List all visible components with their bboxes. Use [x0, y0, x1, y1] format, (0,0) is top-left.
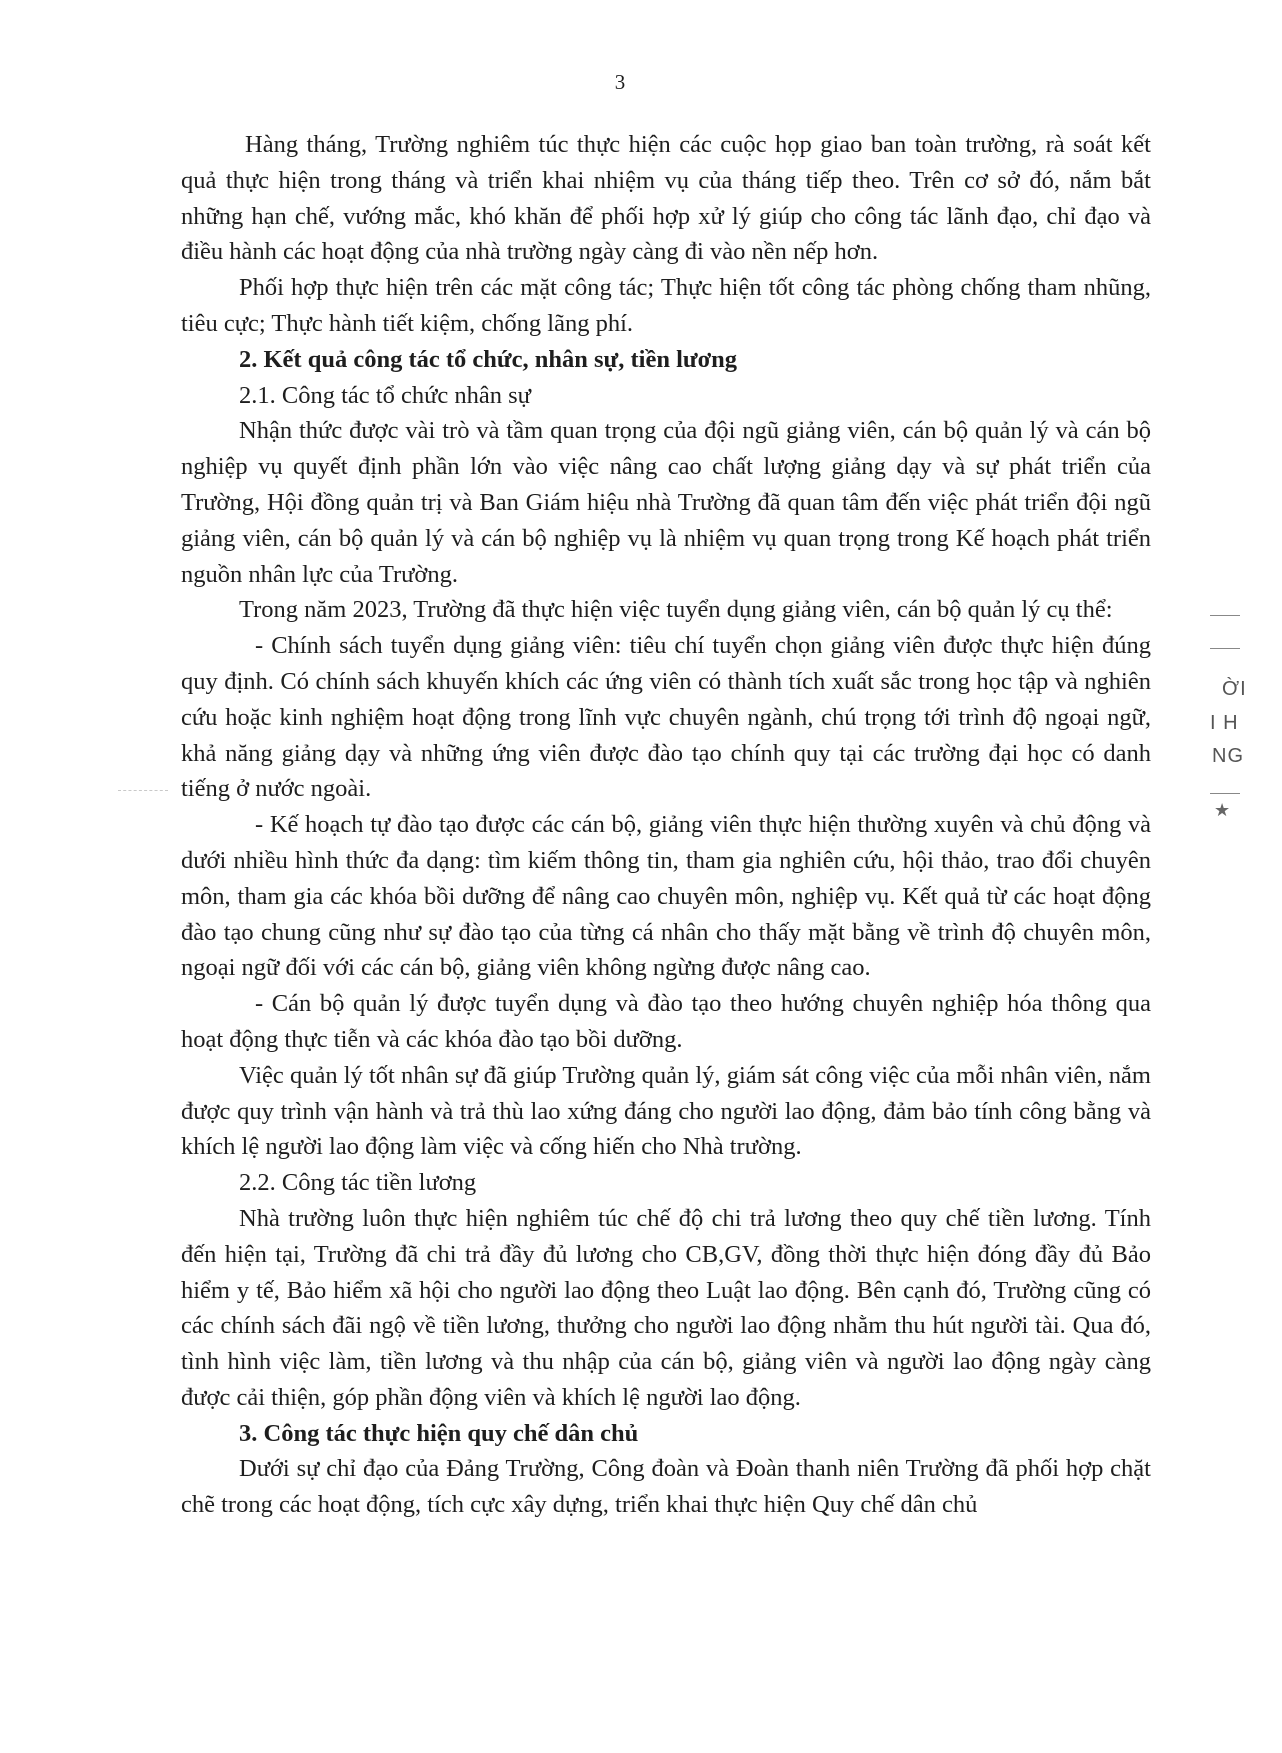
stamp-text-fragment: I H	[1210, 712, 1239, 734]
bullet-self-training-plan: - Kế hoạch tự đào tạo được các cán bộ, giảng viên thực hiện thường xuyên và chủ động và dưới nhiều hình thức đa dạng: tìm kiếm thông tin, tham gia nghiên cứu, hội thảo, trao đổi chuyên môn, tham gia các khóa bồi dưỡng để nâng cao chuyên môn, nghiệp vụ. Kết quả từ các hoạt động đào tạo chung cũng như sự đào tạo của từng cá nhân cho thấy mặt bằng về trình độ chuyên môn, ngoại ngữ đối với các cán bộ, giảng viên không ngừng được nâng cao.	[181, 811, 1151, 982]
stamp-star-icon: ★	[1214, 800, 1231, 820]
paragraph-democracy: Dưới sự chỉ đạo của Đảng Trường, Công đoàn và Đoàn thanh niên Trường đã phối hợp chặt chẽ trong các hoạt động, tích cực xây dựng, triển khai thực hiện Quy chế dân chủ	[181, 1455, 1151, 1519]
stamp-edge-line	[1210, 615, 1240, 616]
page-number: 3	[614, 70, 626, 94]
bullet-manager-training: - Cán bộ quản lý được tuyển dụng và đào tạo theo hướng chuyên nghiệp hóa thông qua hoạt động thực tiễn và các khóa đào tạo bồi dưỡng.	[181, 990, 1151, 1053]
stamp-edge-line	[1210, 648, 1240, 649]
subsection-heading-2-1: 2.1. Công tác tổ chức nhân sự	[239, 381, 531, 409]
paragraph-recruitment-2023: Trong năm 2023, Trường đã thực hiện việc tuyển dụng giảng viên, cán bộ quản lý cụ thể:	[239, 596, 1113, 624]
subsection-heading-2-2: 2.2. Công tác tiền lương	[239, 1169, 477, 1197]
section-heading-2: 2. Kết quả công tác tổ chức, nhân sự, tiền lương	[239, 345, 738, 373]
bullet-recruitment-policy: - Chính sách tuyển dụng giảng viên: tiêu chí tuyển chọn giảng viên được thực hiện đúng quy định. Có chính sách khuyến khích các ứng viên có thành tích xuất sắc trong học tập và nghiên cứu hoặc kinh nghiệm hoạt động trong lĩnh vực chuyên ngành, chú trọng tới trình độ ngoại ngữ, khả năng giảng dạy và những ứng viên được đào tạo chính quy tại các trường đại học có danh tiếng ở nước ngoài.	[181, 632, 1151, 803]
stamp-text-fragment: ỜI	[1222, 678, 1247, 700]
section-heading-3: 3. Công tác thực hiện quy chế dân chủ	[239, 1419, 639, 1447]
paragraph-monthly-meetings: Hàng tháng, Trường nghiêm túc thực hiện các cuộc họp giao ban toàn trường, rà soát kết quả thực hiện trong tháng và triển khai nhiệm vụ của tháng tiếp theo. Trên cơ sở đó, nắm bắt những hạn chế, vướng mắc, khó khăn để phối hợp xử lý giúp cho công tác lãnh đạo, chỉ đạo và điều hành các hoạt động của nhà trường ngày càng đi vào nền nếp hơn.	[181, 131, 1151, 266]
paragraph-coordination: Phối hợp thực hiện trên các mặt công tác; Thực hiện tốt công tác phòng chống tham nhũng, tiêu cực; Thực hành tiết kiệm, chống lãng phí.	[181, 274, 1151, 337]
document-body	[181, 127, 1151, 1523]
stamp-edge-line	[1210, 793, 1240, 794]
stamp-text-fragment: NG	[1212, 745, 1244, 767]
paragraph-personnel-management: Việc quản lý tốt nhân sự đã giúp Trường quản lý, giám sát công việc của mỗi nhân viên, nắm được quy trình vận hành và trả thù lao xứng đáng cho người lao động, đảm bảo tính công bằng và khích lệ người lao động làm việc và cống hiến cho Nhà trường.	[181, 1061, 1151, 1161]
paragraph-staff-awareness: Nhận thức được vài trò và tầm quan trọng của đội ngũ giảng viên, cán bộ quản lý và cán bộ nghiệp vụ quyết định phần lớn vào việc nâng cao chất lượng giảng dạy và sự phát triển của Trường, Hội đồng quản trị và Ban Giám hiệu nhà Trường đã quan tâm đến việc phát triển đội ngũ giảng viên, cán bộ quản lý và cán bộ nghiệp vụ là nhiệm vụ quan trọng trong Kế hoạch phát triển nguồn nhân lực của Trường.	[181, 417, 1151, 588]
scan-artifact-mark	[118, 790, 168, 791]
paragraph-salary: Nhà trường luôn thực hiện nghiêm túc chế độ chi trả lương theo quy chế tiền lương. Tính đến hiện tại, Trường đã chi trả đầy đủ lương cho CB,GV, đồng thời thực hiện đóng đầy đủ Bảo hiểm y tế, Bảo hiểm xã hội cho người lao động theo Luật lao động. Bên cạnh đó, Trường cũng có các chính sách đãi ngộ về tiền lương, thưởng cho người lao động nhằm thu hút người tài. Qua đó, tình hình việc làm, tiền lương và thu nhập của cán bộ, giảng viên và người lao động ngày càng được cải thiện, góp phần động viên và khích lệ người lao động.	[181, 1204, 1151, 1411]
